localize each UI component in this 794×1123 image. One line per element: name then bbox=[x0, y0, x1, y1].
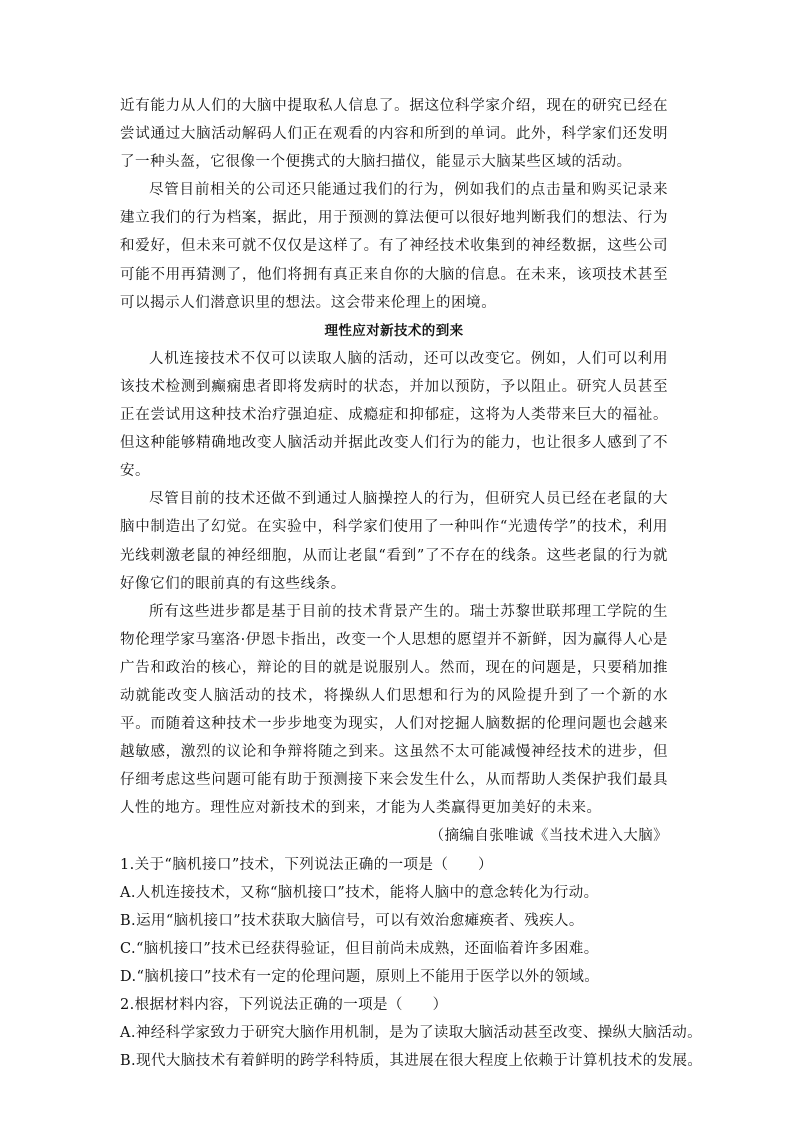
question-option-b: B.运用“脑机接口”技术获取大脑信号，可以有效治愈瘫痪者、残疾人。 bbox=[120, 912, 584, 929]
article-paragraph: 所有这些进步都是基于目前的技术背景产生的。瑞士苏黎世联邦理工学院的生物伦理学家马塞洛·伊恩卡指出，改变一个人思想的愿望并不新鲜，因为赢得人心是广告和政治的核心，辩论的目的就是说服别人。然而，现在的问题是，只要稍加推动就能改变人脑活动的技术，将操纵人们思想和行为的风险提升到了一个新的水平。而随着这种技术一步步地变为现实，人们对挖掘人脑数据的伦理问题也会越来越敏感，激烈的议论和争辩将随之到来。这虽然不太可能减慢神经技术的进步，但仔细考虑这些问题可能有助于预测接下来会发生什么，从而帮助人类保护我们最具人性的地方。理性应对新技术的到来，才能为人类赢得更加美好的未来。 bbox=[120, 603, 668, 817]
question-option-a: A.人机连接技术，又称“脑机接口”技术，能将人脑中的意念转化为行动。 bbox=[120, 884, 599, 901]
article-paragraph: 尽管目前的技术还做不到通过人脑操控人的行为，但研究人员已经在老鼠的大脑中制造出了幻觉。在实验中，科学家们使用了一种叫作“光遗传学”的技术，利用光线刺激老鼠的神经细胞，从而让老鼠“看到”了不存在的线条。这些老鼠的行为就好像它们的眼前真的有这些线条。 bbox=[120, 491, 668, 592]
section-heading: 理性应对新技术的到来 bbox=[324, 322, 464, 339]
article-paragraph: 近有能力从人们的大脑中提取私人信息了。据这位科学家介绍，现在的研究已经在尝试通过大脑活动解码人们正在观看的内容和所到的单词。此外，科学家们还发明了一种头盔，它很像一个便携式的大脑扫描仪，能显示大脑某些区域的活动。 bbox=[120, 98, 668, 171]
question-1 bbox=[120, 851, 668, 991]
question-option-c: C.“脑机接口”技术已经获得验证，但目前尚未成熟，还面临着许多困难。 bbox=[120, 940, 599, 957]
article-paragraph: 人机连接技术不仅可以读取人脑的活动，还可以改变它。例如，人们可以利用该技术检测到癫痫患者即将发病时的状态，并加以预防，予以阻止。研究人员甚至正在尝试用这种技术治疗强迫症、成瘾症和抑郁症，这将为人类带来巨大的福祉。但这种能够精确地改变人脑活动并据此改变人们行为的能力，也让很多人感到了不安。 bbox=[120, 350, 668, 480]
question-option-d: D.“脑机接口”技术有一定的伦理问题，原则上不能用于医学以外的领域。 bbox=[120, 968, 600, 985]
question-option-b: B.现代大脑技术有着鲜明的跨学科特质，其进展在很大程度上依赖于计算机技术的发展。 bbox=[120, 1053, 703, 1070]
document-page bbox=[120, 92, 703, 1075]
question-stem: 1.关于“脑机接口”技术，下列说法正确的一项是（ ） bbox=[120, 856, 493, 873]
question-stem: 2.根据材料内容，下列说法正确的一项是（ ） bbox=[120, 997, 448, 1013]
question-2 bbox=[120, 991, 703, 1075]
article-paragraph: 尽管目前相关的公司还只能通过我们的行为，例如我们的点击量和购买记录来建立我们的行为档案，据此，用于预测的算法便可以很好地判断我们的想法、行为和爱好，但未来可就不仅仅是这样了。有了神经技术收集到的神经数据，这些公司可能不用再猜测了，他们将拥有真正来自你的大脑的信息。在未来，该项技术甚至可以揭示人们潜意识里的想法。这会带来伦理上的困境。 bbox=[120, 182, 668, 311]
question-option-a: A.神经科学家致力于研究大脑作用机制，是为了读取大脑活动甚至改变、操纵大脑活动。 bbox=[120, 1025, 703, 1042]
article-source: （摘编自张唯诚《当技术进入大脑》 bbox=[429, 828, 668, 845]
